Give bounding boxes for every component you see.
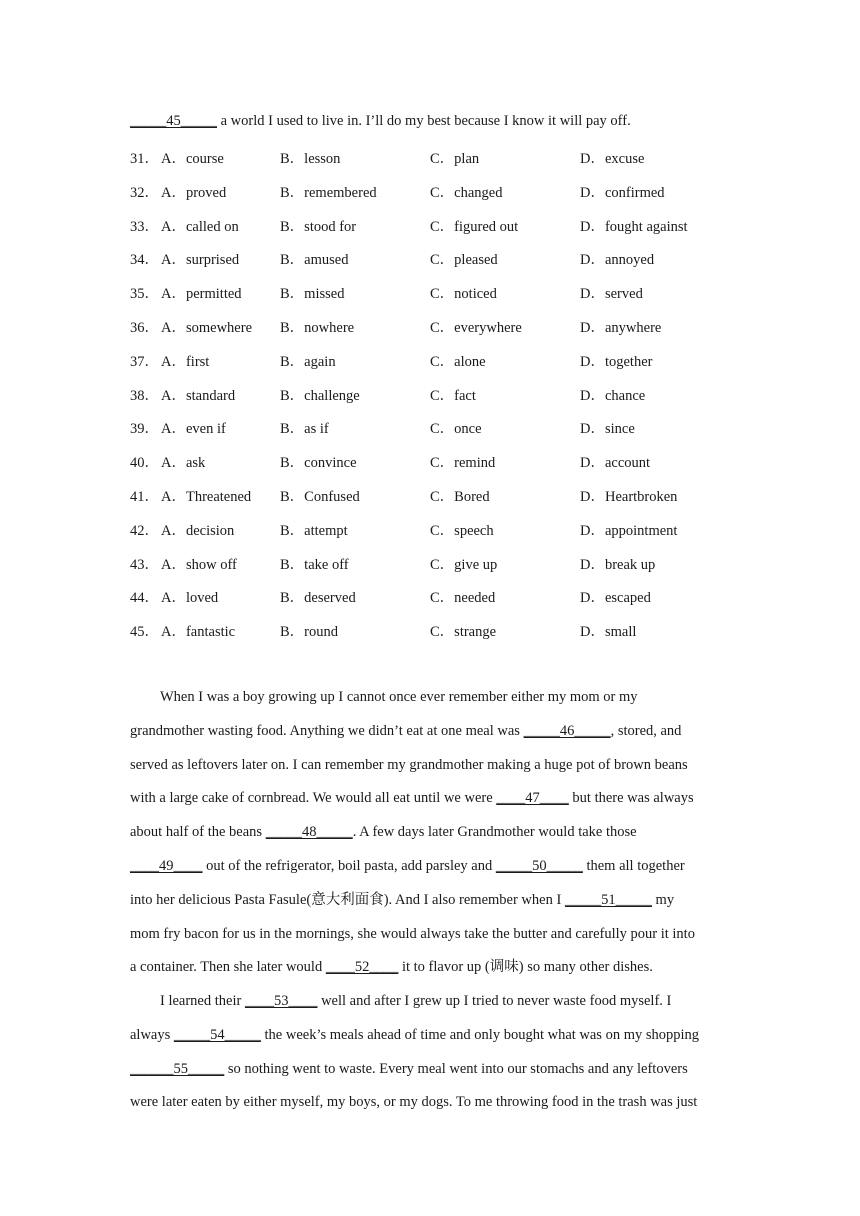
question-number: 36． xyxy=(130,320,159,336)
option-a[interactable]: A．loved xyxy=(161,590,219,607)
option-a[interactable]: A．Threatened xyxy=(161,489,252,505)
question-number: 33． xyxy=(130,218,159,235)
option-b[interactable]: B．attempt xyxy=(280,522,348,539)
passage-paragraph-1 xyxy=(130,687,730,991)
option-a[interactable]: A．proved xyxy=(161,184,227,201)
question-row xyxy=(130,620,750,640)
question-number: 45． xyxy=(130,624,159,641)
question-row xyxy=(130,350,750,370)
paragraph-line: I learned their ____53____ well and after I grew up I tried to never waste food myself. I xyxy=(160,993,672,1009)
paragraph-line: about half of the beans _____48_____. A few days later Grandmother would take those xyxy=(130,824,637,841)
paragraph-line: When I was a boy growing up I cannot once ever remember either my mom or my xyxy=(160,689,638,705)
option-d[interactable]: D．chance xyxy=(580,387,646,404)
question-row xyxy=(130,553,750,573)
option-d[interactable]: D．served xyxy=(580,286,643,303)
question-number: 44． xyxy=(130,590,159,607)
blank-49[interactable]: ____49____ xyxy=(130,857,203,874)
option-c[interactable]: C．once xyxy=(430,421,482,438)
paragraph-line: always _____54_____ the week’s meals ahead of time and only bought what was on my shopping xyxy=(130,1026,700,1043)
question-row xyxy=(130,586,750,606)
option-a[interactable]: A．decision xyxy=(161,522,235,539)
option-d[interactable]: D．account xyxy=(580,455,651,472)
option-a[interactable]: A．surprised xyxy=(161,252,240,269)
option-b[interactable]: B．amused xyxy=(280,252,349,269)
question-row xyxy=(130,181,750,201)
question-row xyxy=(130,147,750,167)
option-d[interactable]: D．fought against xyxy=(580,218,688,235)
option-d[interactable]: D．Heartbroken xyxy=(580,489,678,505)
question-number: 34． xyxy=(130,252,159,269)
option-b[interactable]: B．round xyxy=(280,624,338,641)
option-b[interactable]: B．deserved xyxy=(280,590,356,607)
question-row xyxy=(130,384,750,404)
option-c[interactable]: C．needed xyxy=(430,590,496,607)
option-a[interactable]: A．called on xyxy=(161,218,239,235)
option-b[interactable]: B．as if xyxy=(280,421,329,438)
passage-paragraph-2 xyxy=(130,991,730,1126)
option-a[interactable]: A．course xyxy=(161,151,224,167)
question-number: 31． xyxy=(130,151,159,167)
option-c[interactable]: C．noticed xyxy=(430,286,497,303)
option-c[interactable]: C．give up xyxy=(430,556,498,573)
option-d[interactable]: D．excuse xyxy=(580,151,645,167)
blank-45[interactable]: _____45_____ xyxy=(130,113,217,129)
option-d[interactable]: D．small xyxy=(580,624,637,641)
option-d[interactable]: D．together xyxy=(580,353,653,370)
option-a[interactable]: A．show off xyxy=(161,556,237,573)
option-c[interactable]: C．figured out xyxy=(430,218,519,235)
blank-55[interactable]: ______55_____ xyxy=(130,1060,225,1077)
question-row xyxy=(130,519,750,539)
option-d[interactable]: D．escaped xyxy=(580,590,651,607)
paragraph-line: a container. Then she later would ____52____ it to flavor up (调味) so many other dishes. xyxy=(130,959,653,976)
question-row xyxy=(130,282,750,302)
question-number: 43． xyxy=(130,556,159,573)
blank-47[interactable]: ____47____ xyxy=(496,790,569,807)
paragraph-line: with a large cake of cornbread. We would all eat until we were ____47____ but there was always xyxy=(130,790,694,807)
question-row xyxy=(130,215,750,235)
option-c[interactable]: C．alone xyxy=(430,353,486,370)
blank-46[interactable]: _____46_____ xyxy=(523,722,611,739)
option-c[interactable]: C．speech xyxy=(430,522,494,539)
option-a[interactable]: A．fantastic xyxy=(161,624,236,641)
blank-48[interactable]: _____48_____ xyxy=(265,824,353,841)
option-a[interactable]: A．first xyxy=(161,353,210,370)
option-c[interactable]: C．Bored xyxy=(430,489,490,505)
option-b[interactable]: B．challenge xyxy=(280,387,360,404)
blank-50[interactable]: _____50_____ xyxy=(495,857,583,874)
option-b[interactable]: B．nowhere xyxy=(280,320,355,336)
paragraph-line: into her delicious Pasta Fasule(意大利面食). And I also remember when I _____51_____ my xyxy=(130,891,675,908)
option-b[interactable]: B．take off xyxy=(280,556,349,573)
question-number: 35． xyxy=(130,286,159,303)
blank-53[interactable]: ____53____ xyxy=(244,993,318,1009)
paragraph-line: ____49____ out of the refrigerator, boil pasta, add parsley and _____50_____ them all together xyxy=(130,857,685,874)
option-c[interactable]: C．strange xyxy=(430,624,497,641)
option-a[interactable]: A．standard xyxy=(161,387,236,404)
option-b[interactable]: B．convince xyxy=(280,455,357,472)
question-number: 42． xyxy=(130,522,159,539)
option-d[interactable]: D．annoyed xyxy=(580,252,655,269)
option-b[interactable]: B．Confused xyxy=(280,489,360,505)
question-number: 41． xyxy=(130,489,159,505)
option-c[interactable]: C．plan xyxy=(430,151,480,167)
paragraph-line: grandmother wasting food. Anything we didn’t eat at one meal was _____46_____, stored, and xyxy=(130,722,682,739)
question-row xyxy=(130,451,750,471)
option-c[interactable]: C．pleased xyxy=(430,252,498,269)
question-row xyxy=(130,248,750,268)
option-c[interactable]: C．remind xyxy=(430,455,496,472)
blank-54[interactable]: _____54_____ xyxy=(173,1026,261,1043)
option-d[interactable]: D．confirmed xyxy=(580,184,665,201)
option-b[interactable]: B．remembered xyxy=(280,184,377,201)
option-b[interactable]: B．missed xyxy=(280,286,345,303)
question-number: 37． xyxy=(130,353,159,370)
option-d[interactable]: D．since xyxy=(580,421,635,438)
paragraph-line: served as leftovers later on. I can remember my grandmother making a huge pot of brown beans xyxy=(130,756,688,773)
question-number: 39． xyxy=(130,421,159,438)
question-row xyxy=(130,417,750,437)
question-row xyxy=(130,485,750,505)
question-number: 32． xyxy=(130,184,159,201)
paragraph-line: ______55_____ so nothing went to waste. Every meal went into our stomachs and any leftovers xyxy=(130,1060,688,1077)
passage-closing-line xyxy=(130,113,631,130)
paragraph-line: mom fry bacon for us in the mornings, she would always take the butter and carefully pour it into xyxy=(130,925,695,942)
question-row xyxy=(130,316,750,336)
option-d[interactable]: D．break up xyxy=(580,556,656,573)
option-a[interactable]: A．even if xyxy=(161,421,226,438)
option-c[interactable]: C．fact xyxy=(430,387,476,404)
option-a[interactable]: A．permitted xyxy=(161,286,242,303)
option-b[interactable]: B．again xyxy=(280,353,336,370)
paragraph-line: were later eaten by either myself, my boys, or my dogs. To me throwing food in the trash was just xyxy=(130,1094,698,1111)
option-a[interactable]: A．ask xyxy=(161,455,206,472)
blank-51[interactable]: _____51_____ xyxy=(564,891,652,908)
question-number: 40． xyxy=(130,455,159,472)
closing-text: a world I used to live in. I’ll do my best because I know it will pay off. xyxy=(217,113,631,129)
option-b[interactable]: B．lesson xyxy=(280,151,341,167)
option-b[interactable]: B．stood for xyxy=(280,218,357,235)
option-a[interactable]: A．somewhere xyxy=(161,320,253,336)
option-c[interactable]: C．everywhere xyxy=(430,320,522,336)
option-d[interactable]: D．appointment xyxy=(580,522,678,539)
blank-52[interactable]: ____52____ xyxy=(325,959,399,976)
option-d[interactable]: D．anywhere xyxy=(580,320,662,336)
option-c[interactable]: C．changed xyxy=(430,184,503,201)
question-number: 38． xyxy=(130,387,159,404)
